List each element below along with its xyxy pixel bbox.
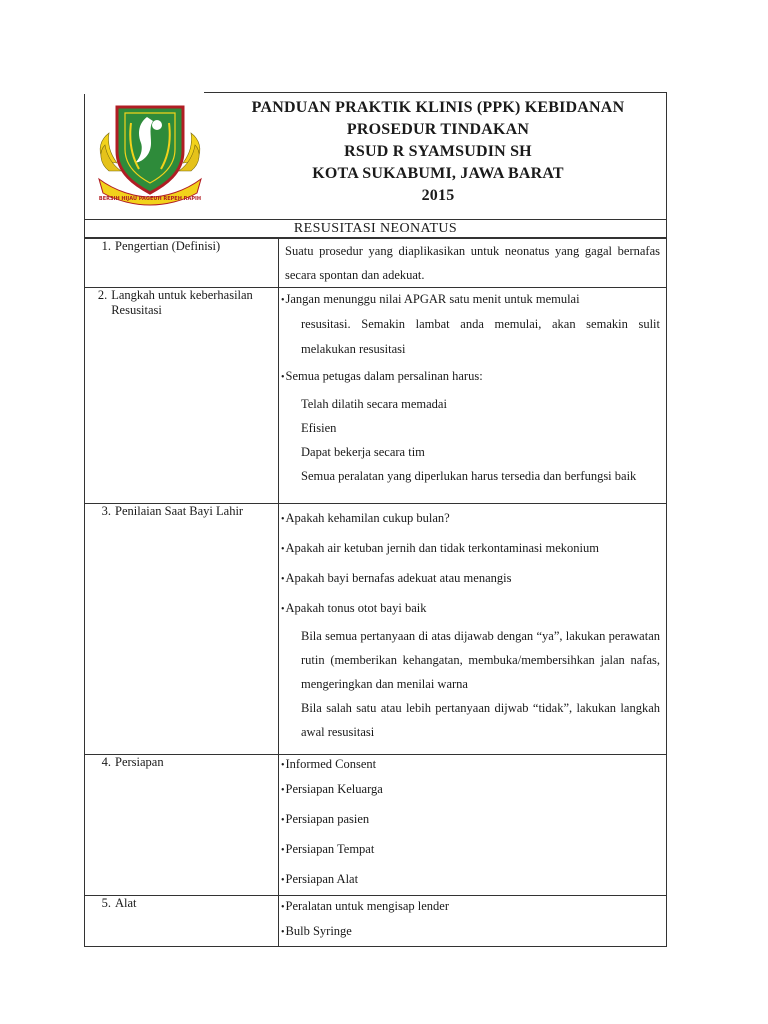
- list-item: • Persiapan Tempat: [281, 835, 660, 865]
- list-item: • Apakah bayi bernafas adekuat atau menangis: [281, 564, 660, 594]
- header-line-5: 2015: [421, 187, 455, 204]
- list-item: • Peralatan untuk mengisap lender: [281, 896, 660, 918]
- procedure-table: [84, 238, 667, 947]
- sukabumi-city-emblem-icon: [95, 99, 205, 207]
- list-item: • Persiapan Alat: [281, 865, 660, 895]
- row-label: Langkah untuk keberhasilan Resusitasi: [111, 288, 253, 317]
- sub-item: Semua peralatan yang diperlukan harus tersedia dan berfungsi baik: [301, 469, 637, 483]
- list-item-continuation: resusitasi. Semakin lambat anda memulai, akan semakin sulit melakukan resusitasi: [301, 317, 660, 356]
- row-number: 3.: [101, 504, 111, 518]
- row-label-cell: [85, 755, 279, 896]
- row-label-cell: [85, 239, 279, 288]
- row-content-cell: [279, 896, 667, 947]
- row-content-cell: [279, 755, 667, 896]
- document-header: [84, 92, 667, 220]
- header-titles: [233, 97, 643, 207]
- list-item: • Apakah air ketuban jernih dan tidak terkontaminasi mekonium: [281, 534, 660, 564]
- row-label: Pengertian (Definisi): [115, 239, 221, 253]
- section-title: RESUSITASI NEONATUS: [84, 220, 667, 238]
- header-line-4: KOTA SUKABUMI, JAWA BARAT: [312, 165, 564, 182]
- sub-item: Telah dilatih secara memadai: [301, 397, 447, 411]
- header-line-1: PANDUAN PRAKTIK KLINIS (PPK) KEBIDANAN: [251, 99, 625, 116]
- sub-item: Efisien: [301, 421, 337, 435]
- row-number: 5.: [101, 896, 111, 910]
- header-line-2: PROSEDUR TINDAKAN: [346, 121, 530, 138]
- row-label-cell: [85, 288, 279, 504]
- row-number: 1.: [101, 239, 111, 253]
- list-item: • Persiapan pasien: [281, 805, 660, 835]
- row-content-cell: [279, 288, 667, 504]
- definition-text: Suatu prosedur yang diaplikasikan untuk neonatus yang gagal bernafas secara spontan dan adekuat.: [285, 244, 660, 282]
- row-number: 4.: [101, 755, 111, 769]
- table-row: [85, 896, 667, 947]
- row-label-cell: [85, 504, 279, 755]
- list-item: • Bulb Syringe: [281, 918, 660, 946]
- table-row: [85, 755, 667, 896]
- list-item: • Apakah kehamilan cukup bulan?: [281, 504, 660, 534]
- list-item: • Semua petugas dalam persalinan harus:: [281, 362, 660, 392]
- row-label: Alat: [115, 896, 137, 910]
- row-content-cell: [279, 239, 667, 288]
- list-item: • Jangan menunggu nilai APGAR satu menit untuk memulai: [281, 288, 660, 312]
- row-content-cell: [279, 504, 667, 755]
- list-item: • Persiapan Keluarga: [281, 775, 660, 805]
- note-text: Bila semua pertanyaan di atas dijawab dengan “ya”, lakukan perawatan rutin (memberikan kehangatan, membuka/membersihkan jalan nafas, mengeringkan dan menilai warna: [301, 629, 660, 691]
- ppk-document: [84, 92, 667, 947]
- table-row: [85, 288, 667, 504]
- row-label: Penilaian Saat Bayi Lahir: [115, 504, 244, 518]
- sub-item: Dapat bekerja secara tim: [301, 445, 425, 459]
- svg-text:BERSIH HIJAU PAGEUH REPEH RAPI: BERSIH HIJAU PAGEUH REPEH RAPIH: [98, 196, 202, 202]
- table-row: [85, 504, 667, 755]
- row-number: 2.: [97, 288, 108, 302]
- header-line-3: RSUD R SYAMSUDIN SH: [344, 143, 532, 160]
- list-item: • Informed Consent: [281, 755, 660, 775]
- table-row: [85, 239, 667, 288]
- row-label: Persiapan: [115, 755, 164, 769]
- note-text: Bila salah satu atau lebih pertanyaan dijwab “tidak”, lakukan langkah awal resusitasi: [301, 701, 660, 739]
- row-label-cell: [85, 896, 279, 947]
- list-item: • Apakah tonus otot bayi baik: [281, 594, 660, 624]
